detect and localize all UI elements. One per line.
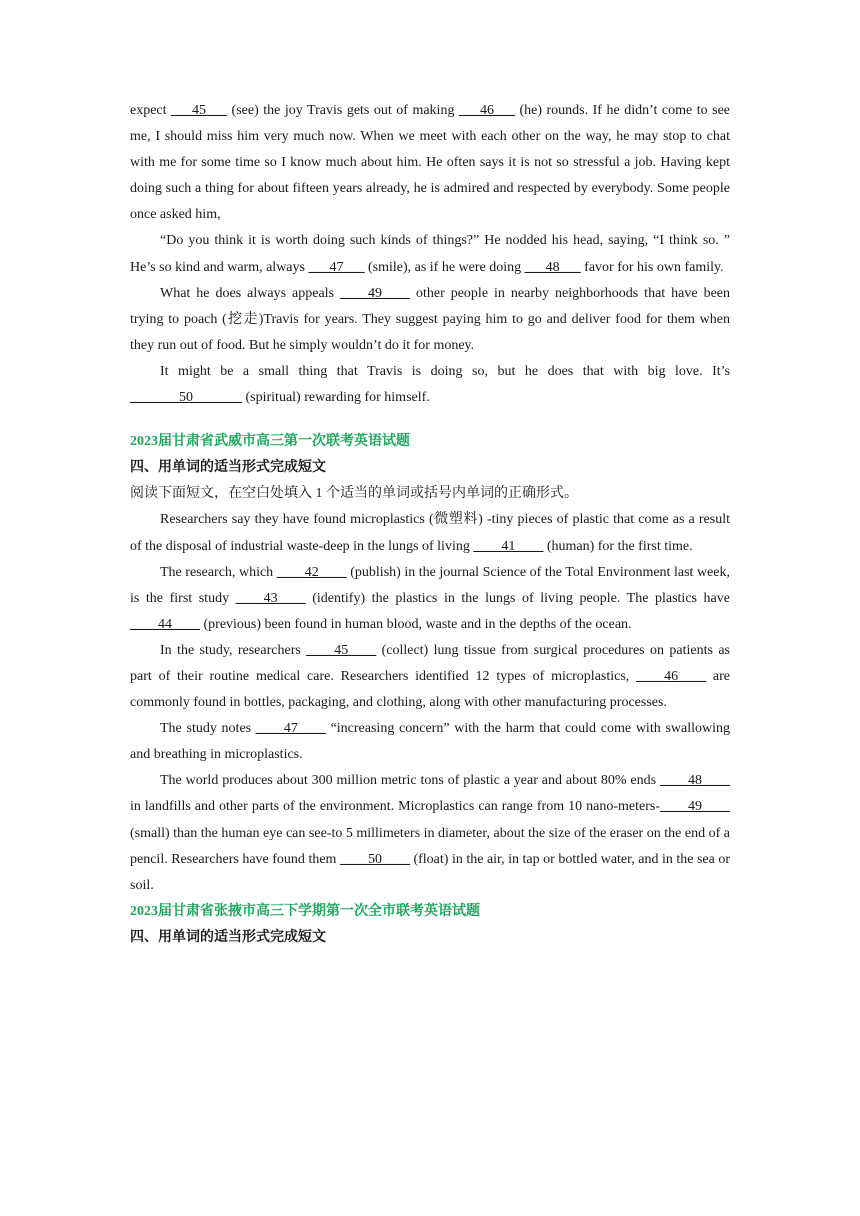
section-heading: 四、用单词的适当形式完成短文 [130, 929, 326, 945]
passage2-paragraph-4: The study notes ____47____ “increasing concern” with the harm that could come with swallowing and breathing in microplastics. [130, 721, 730, 763]
blank-50[interactable]: _______50_______ [130, 390, 242, 406]
blank-47[interactable]: ____47____ [255, 721, 326, 737]
blank-41[interactable]: ____41____ [473, 538, 544, 554]
blank-43[interactable]: ____43____ [235, 590, 306, 606]
blank-45[interactable]: ____45____ [306, 642, 377, 658]
blank-48[interactable]: ___48___ [524, 259, 581, 275]
blank-47[interactable]: ___47___ [308, 259, 365, 275]
passage2-paragraph-2: The research, which ____42____ (publish) in the journal Science of the Total Environment last week, is the first study ____43____ (identify) the plastics in the lungs of living people. The plastics have ____44____ (previous) been found in human blood, waste and in the depths of the ocean. [130, 564, 730, 632]
document-page [130, 98, 730, 951]
blank-49[interactable]: ____49____ [339, 285, 410, 301]
blank-48[interactable]: ____48____ [660, 773, 730, 789]
passage1-paragraph-1: expect ___45___ (see) the joy Travis gets out of making ___46___ (he) rounds. If he didn’t come to see me, I should miss him very much now. When we meet with each other on the way, he may stop to chat with me for some time so I know much about him. He often says it is not so stressful a job. Having kept doing such a thing for about fifteen years already, he is admired and respected by everybody. Some people once asked him, [130, 103, 730, 223]
blank-45[interactable]: ___45___ [171, 103, 228, 118]
passage2-paragraph-3: In the study, researchers ____45____ (collect) lung tissue from surgical procedures on patients as part of their routine medical care. Researchers identified 12 types of microplastics, ____46____ are commonly found in bottles, packaging, and clothing, along with other manufacturing processes. [130, 642, 730, 711]
blank-46[interactable]: ___46___ [458, 103, 515, 118]
blank-49[interactable]: ____49____ [660, 799, 730, 815]
source-heading-wuwei: 2023届甘肃省武威市高三第一次联考英语试题 [130, 434, 410, 450]
blank-42[interactable]: ____42____ [276, 564, 347, 580]
blank-44[interactable]: ____44____ [130, 616, 200, 632]
section-heading: 四、用单词的适当形式完成短文 [130, 460, 326, 476]
passage1-paragraph-2: “Do you think it is worth doing such kinds of things?” He nodded his head, saying, “I think so. ” He’s so kind and warm, always ___47___ (smile), as if he were doing ___48___ favor for his own family. [130, 233, 730, 275]
blank-50[interactable]: ____50____ [339, 851, 410, 867]
passage2-paragraph-5: The world produces about 300 million metric tons of plastic a year and about 80% ends ____48____ in landfills and other parts of the environment. Microplastics can range from 10 nano-meters-____49____ (small) than the human eye can see-to 5 millimeters in diameter, about the size of the eraser on the end of a pencil. Researchers have found them ____50____ (float) in the air, in tap or bottled water, and in the sea or soil. [130, 773, 731, 893]
passage1-paragraph-4: It might be a small thing that Travis is doing so, but he does that with big love. It’s _______50_______ (spiritual) rewarding for himself. [130, 363, 730, 406]
blank-46[interactable]: ____46____ [636, 668, 707, 684]
instruction-text: 阅读下面短文，在空白处填入 1 个适当的单词或括号内单词的正确形式。 [130, 486, 578, 502]
spacer [130, 411, 730, 429]
passage2-paragraph-1: Researchers say they have found microplastics (微塑料) -tiny pieces of plastic that come as a result of the disposal of industrial waste-deep in the lungs of living ____41____ (human) for the first time. [130, 512, 730, 554]
passage1-paragraph-3: What he does always appeals ____49____ other people in nearby neighborhoods that have been trying to poach (挖走)Travis for years. They suggest paying him to go and deliver food for them when they run out of food. But he simply wouldn’t do it for money. [130, 285, 730, 353]
source-heading-zhangye: 2023届甘肃省张掖市高三下学期第一次全市联考英语试题 [130, 903, 480, 919]
